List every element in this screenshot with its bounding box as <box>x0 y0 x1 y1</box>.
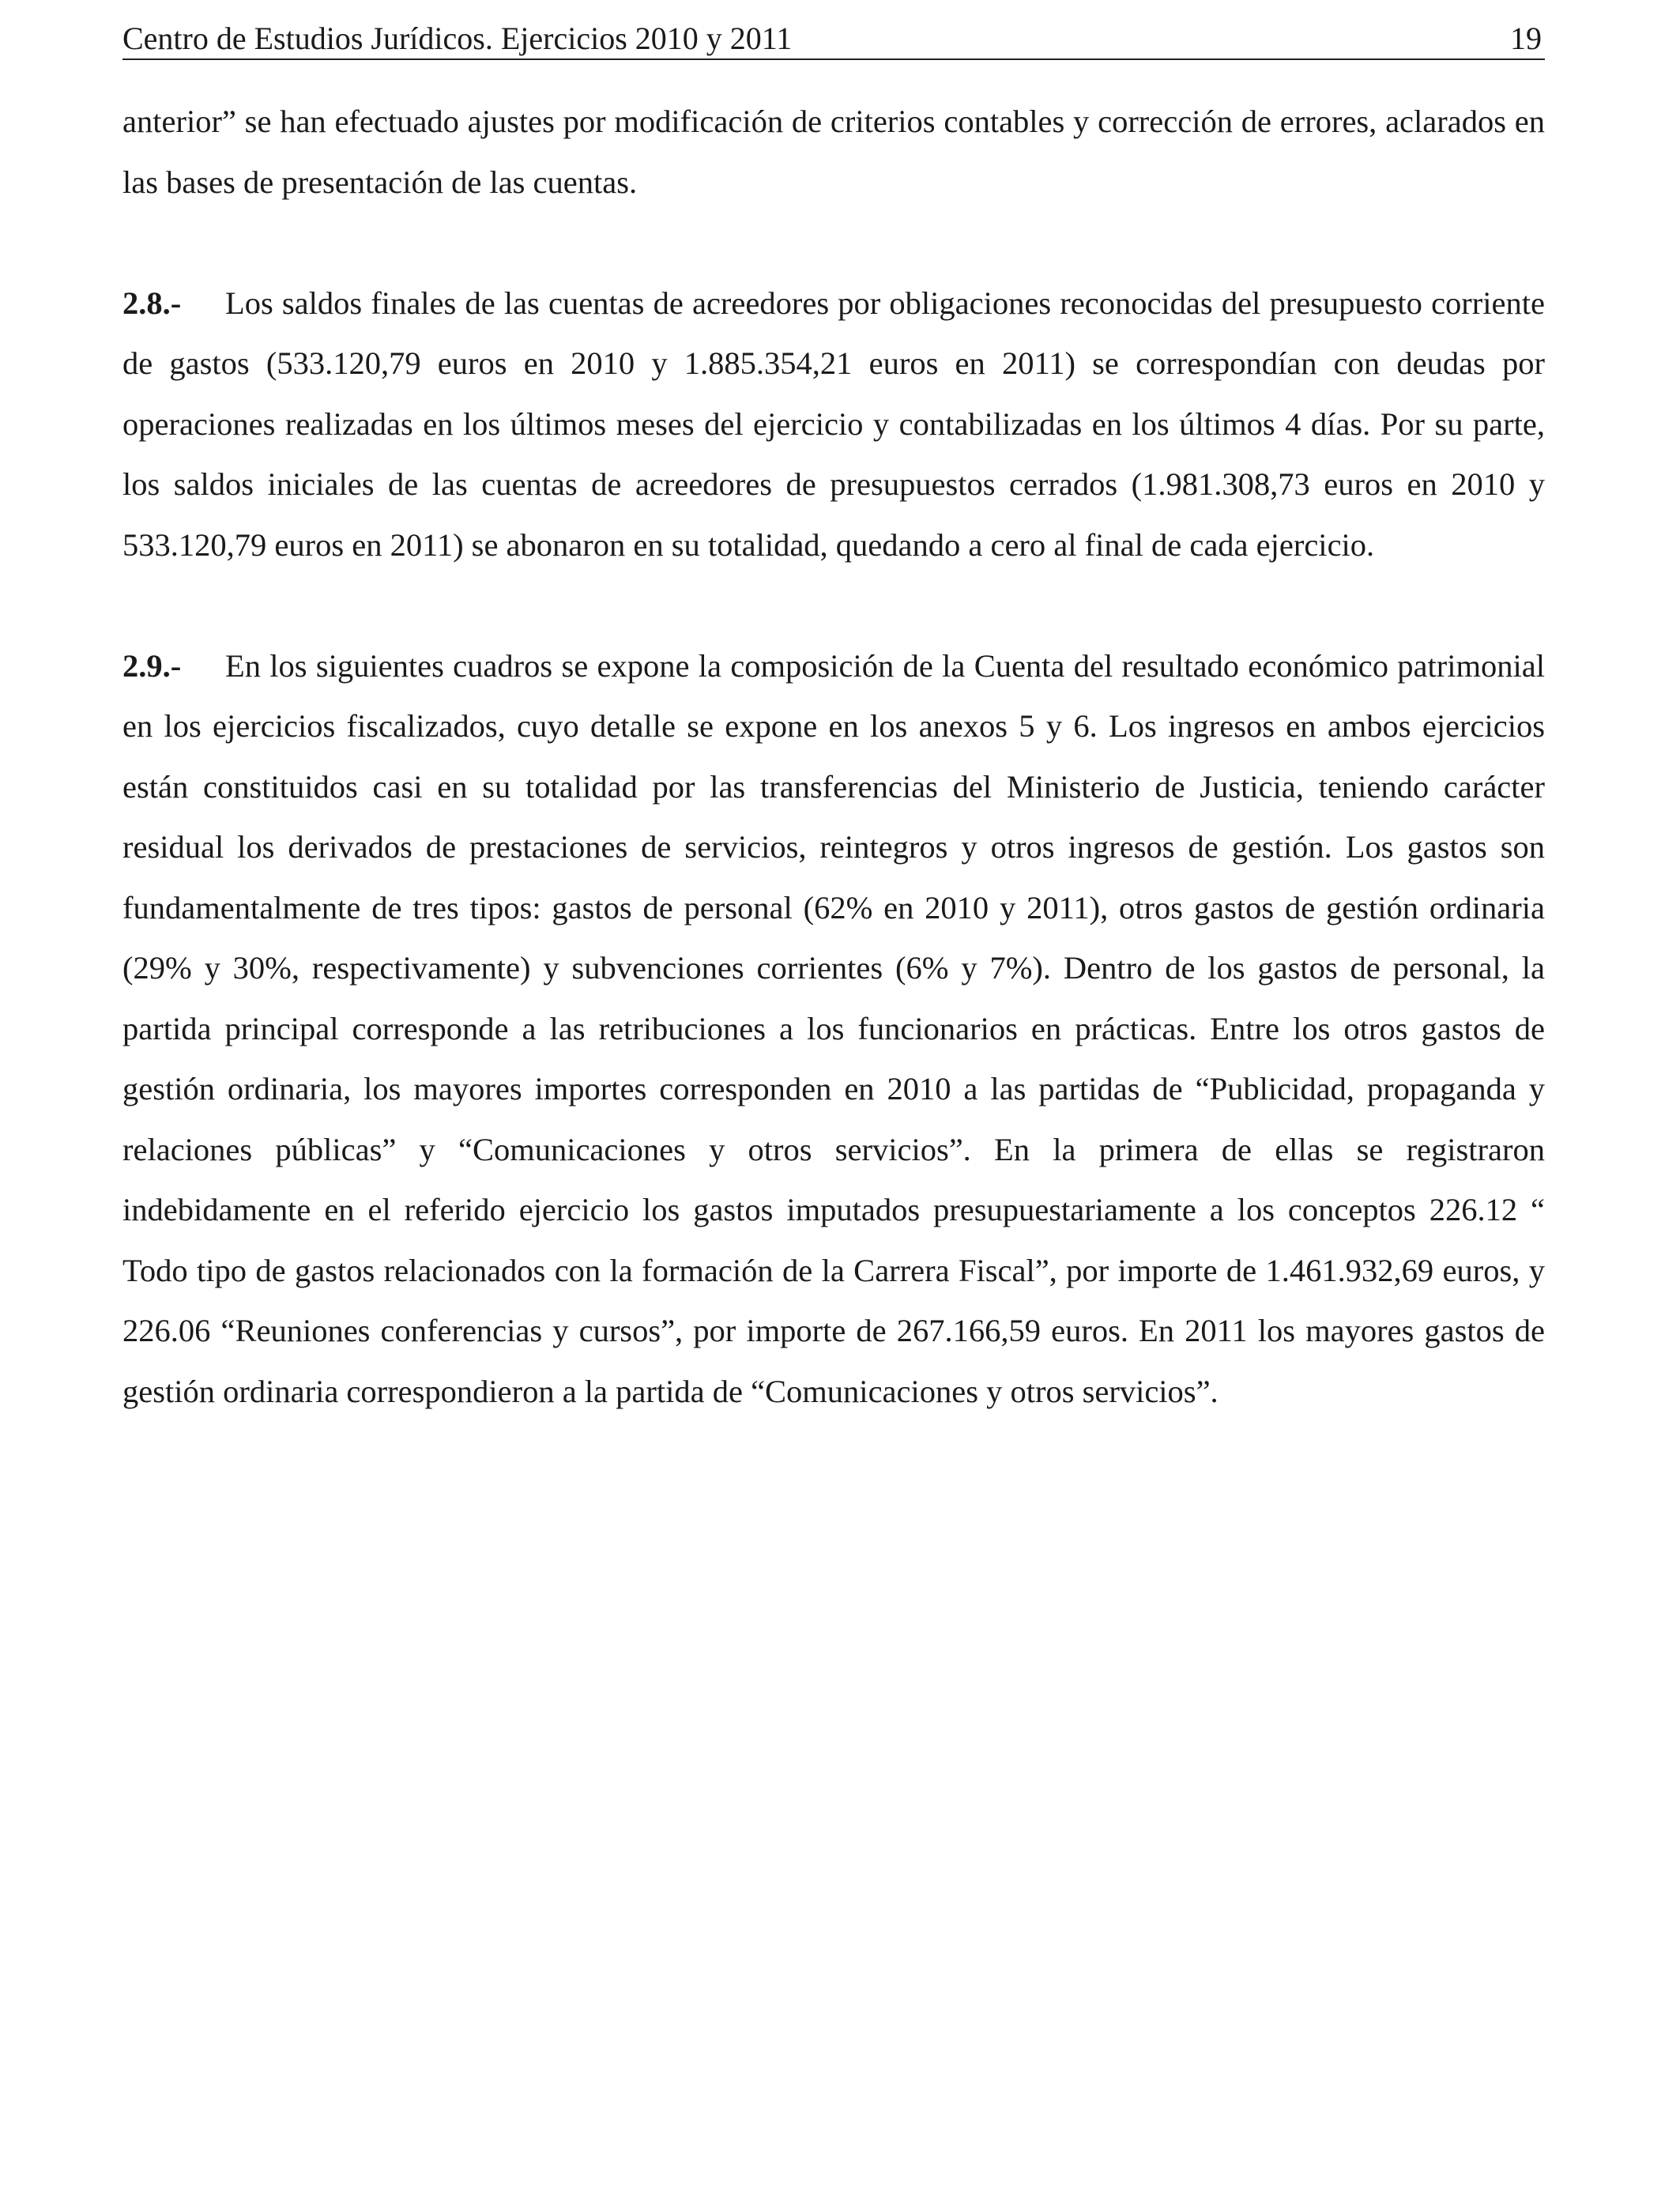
page-number: 19 <box>1510 21 1542 56</box>
paragraph-2-9-text: En los siguientes cuadros se expone la composición de la Cuenta del resultado económico patrimonial en los ejercicios fiscalizados, cuyo detalle se expone en los anexos 5 y 6. Los ingresos en ambos ejercicios están constituidos casi en su totalidad por las transferencias del Ministerio de Justicia, teniendo carácter residual los derivados de prestaciones de servicios, reintegros y otros ingresos de gestión. Los gastos son fundamentalmente de tres tipos: gastos de personal (62% en 2010 y 2011), otros gastos de gestión ordinaria (29% y 30%, respectivamente) y subvenciones corrientes (6% y 7%). Dentro de los gastos de personal, la partida principal corresponde a las retribuciones a los funcionarios en prácticas. Entre los otros gastos de gestión ordinaria, los mayores importes corresponden en 2010 a las partidas de “Publicidad, propaganda y relaciones públicas” y “Comunicaciones y otros servicios”. En la primera de ellas se registraron indebidamente en el referido ejercicio los gastos imputados presupuestariamente a los conceptos 226.12 “ Todo tipo de gastos relacionados con la formación de la Carrera Fiscal”, por importe de 1.461.932,69 euros, y 226.06 “Reuniones conferencias y cursos”, por importe de 267.166,59 euros. En 2011 los mayores gastos de gestión ordinaria correspondieron a la partida de “Comunicaciones y otros servicios”. <box>122 647 1545 1409</box>
paragraph-2-8 <box>122 273 1545 576</box>
body-text <box>122 92 1545 1422</box>
header-title: Centro de Estudios Jurídicos. Ejercicios 2010 y 2011 <box>122 21 793 56</box>
section-number-2-9: 2.9.- <box>122 647 182 684</box>
continuation-paragraph: anterior” se han efectuado ajustes por modificación de criterios contables y corrección de errores, aclarados en las bases de presentación de las cuentas. <box>122 104 1545 200</box>
paragraph-2-8-text: Los saldos finales de las cuentas de acreedores por obligaciones reconocidas del presupuesto corriente de gastos (533.120,79 euros en 2010 y 1.885.354,21 euros en 2011) se correspondían con deudas por operaciones realizadas en los últimos meses del ejercicio y contabilizadas en los últimos 4 días. Por su parte, los saldos iniciales de las cuentas de acreedores de presupuestos cerrados (1.981.308,73 euros en 2010 y 533.120,79 euros en 2011) se abonaron en su totalidad, quedando a cero al final de cada ejercicio. <box>122 285 1545 563</box>
running-header <box>122 14 1545 60</box>
paragraph-2-9 <box>122 636 1545 1423</box>
section-number-2-8: 2.8.- <box>122 285 182 321</box>
